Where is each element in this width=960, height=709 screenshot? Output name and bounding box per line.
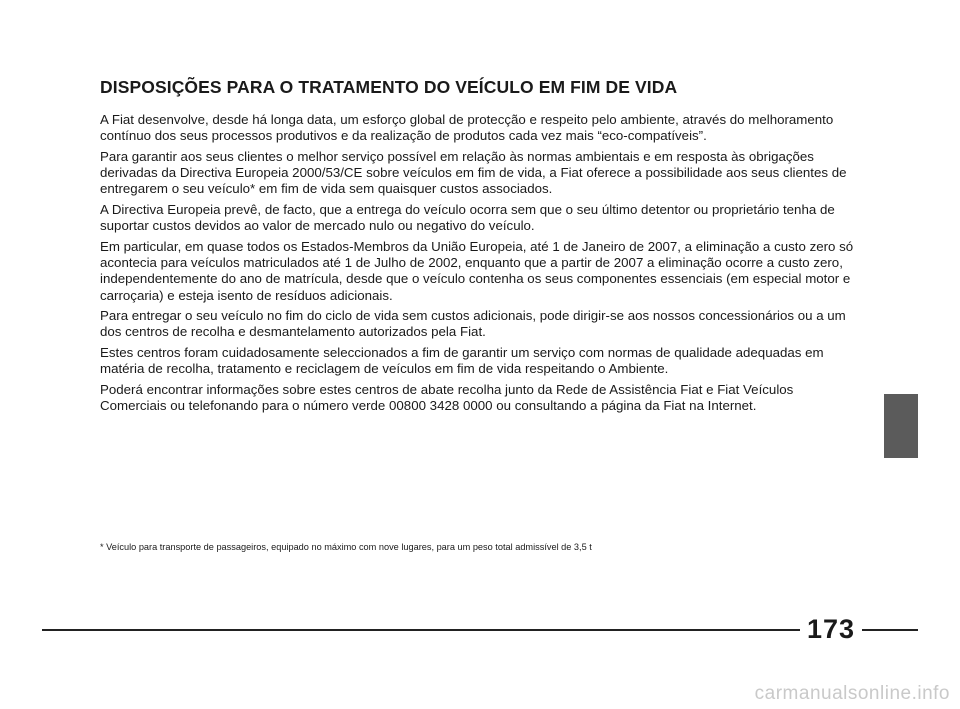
page-number: 173 [806,614,856,644]
footer-rule-right [862,629,918,631]
paragraph: Poderá encontrar informações sobre estes centros de abate recolha junto da Rede de Assistência Fiat e Fiat Veículos Comerciais ou telefonando para o número verde 00800 3428 0000 ou consultando a página da Fiat na Internet. [100,382,794,414]
page-title: DISPOSIÇÕES PARA O TRATAMENTO DO VEÍCULO EM FIM DE VIDA [100,77,678,97]
body-text [100,112,860,419]
footer-rule-left [42,629,800,631]
paragraph: Em particular, em quase todos os Estados-Membros da União Europeia, até 1 de Janeiro de 2007, a eliminação a custo zero só acontecia para veículos matriculados até 1 de Julho de 2002, enquanto que a partir de 2007 a eliminação ocorre a custo zero, independentemente do ano de matrícula, desde que o veículo contenha os seus componentes essenciais (em especial motor e carroçaria) e esteja isento de resíduos adicionais. [100,238,854,303]
section-tab-marker [884,394,918,458]
paragraph: A Fiat desenvolve, desde há longa data, um esforço global de protecção e respeito pelo ambiente, através do melhoramento contínuo dos seus processos produtivos e da realização de produtos cada vez mais “eco-compatíveis”. [100,112,834,144]
paragraph: A Directiva Europeia prevê, de facto, que a entrega do veículo ocorra sem que o seu último detentor ou proprietário tenha de suportar custos devidos ao valor de mercado nulo ou negativo do veículo. [100,202,835,234]
paragraph: Para entregar o seu veículo no fim do ciclo de vida sem custos adicionais, pode dirigir-se aos nossos concessionários ou a um dos centros de recolha e desmantelamento autorizados pela Fiat. [100,308,846,340]
paragraph: Estes centros foram cuidadosamente seleccionados a fim de garantir um serviço com normas de qualidade adequadas em matéria de recolha, tratamento e reciclagem de veículos em fim de vida respeitando o Ambiente. [100,345,824,377]
watermark: carmanualsonline.info [754,683,950,704]
footnote: * Veículo para transporte de passageiros, equipado no máximo com nove lugares, para um peso total admissível de 3,5 t [100,542,592,552]
paragraph: Para garantir aos seus clientes o melhor serviço possível em relação às normas ambientais e em resposta às obrigações derivadas da Directiva Europeia 2000/53/CE sobre veículos em fim de vida, a Fiat oferece a possibilidade aos seus clientes de entregarem o seu veículo* em fim de vida sem quaisquer custos associados. [100,148,847,197]
